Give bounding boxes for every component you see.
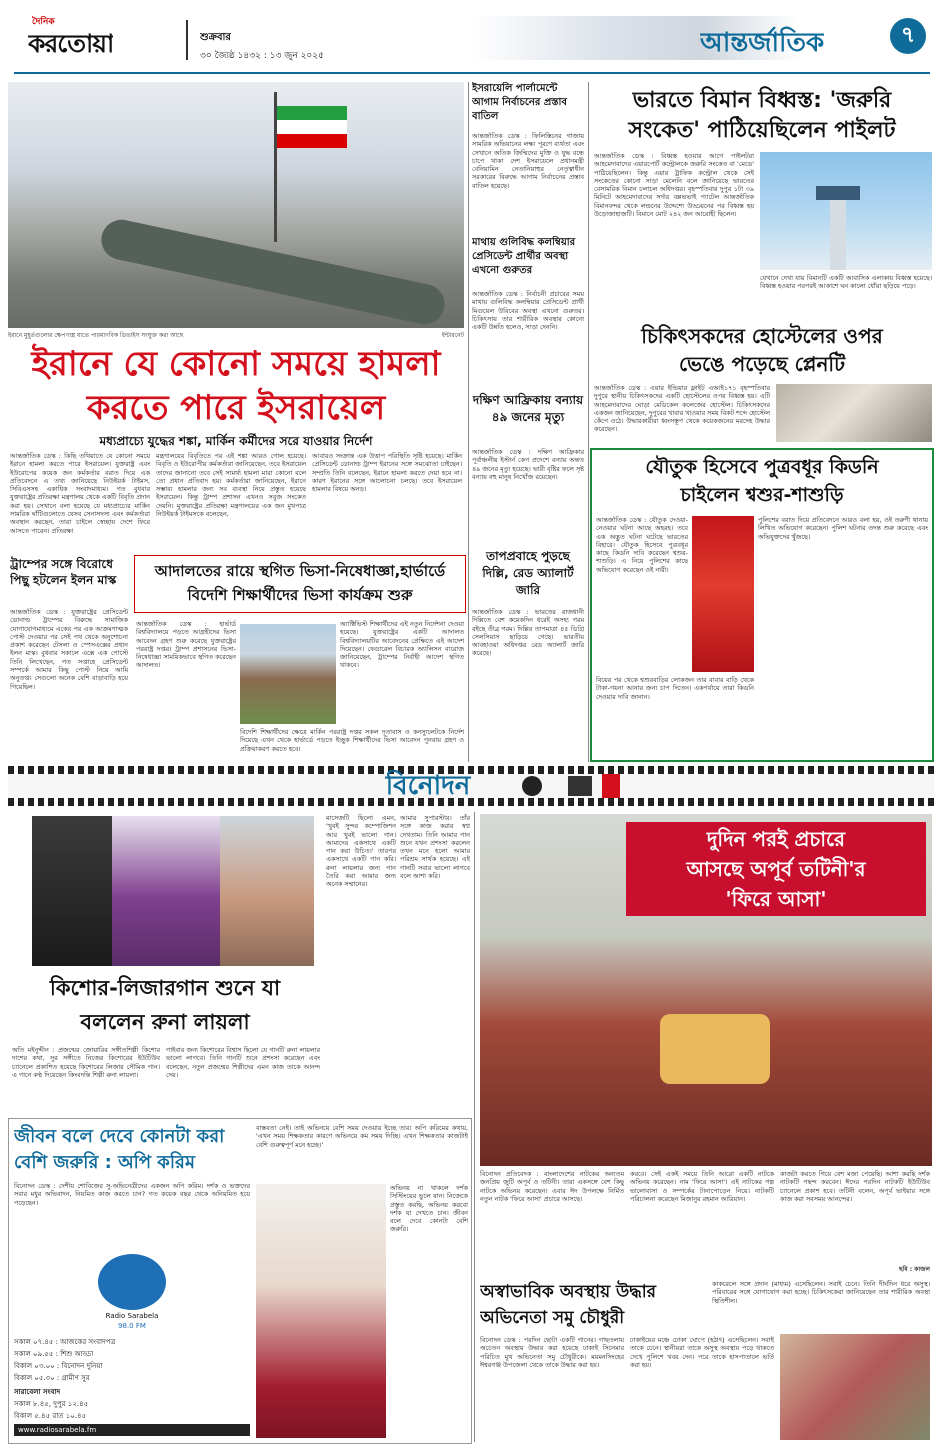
visa-headline-line1: আদালতের রায়ে স্থগিত ভিসা-নিষেধাজ্ঞা,হার্ভার্ডে (154, 562, 446, 580)
plane-headline-line2: সংকেত' পাঠিয়েছিলেন পাইলট (628, 118, 896, 143)
dowry-body-col1: আন্তর্জাতিক ডেস্ক : যৌতুক দেওয়া-নেওয়ার ঘটনা আছে অহরহ। তবে এক অদ্ভুত ঘটনা ঘটেছে ভারতের বিহারে। যৌতুক হিসেবে পুত্রবধূর কাছে কিডনি দাবি করেছেন শ্বশুর-শাশুড়ি। এ নিয়ে পুলিশের কাছে অভিযোগ করেছেন ওই নারী। (596, 516, 688, 574)
visa-body-col2: অ্যাক্টিভিস্ট শিক্ষার্থীদের এই নতুন নির্দেশনা দেওয়া হয়েছে। যুক্তরাষ্ট্রের একটি আদালত বিশ্ববিদ্যালয়টির আবেদনের প্রেক্ষিতে এই আদেশ দিয়েছেন। ফেডারেল বিচারক অ্যালিসন বারোজ জানিয়েছেন, ট্রাম্পের নির্বাহী আদেশ স্থগিত থাকবে। (340, 620, 464, 670)
radio-frequency: 98.0 FM (118, 1322, 146, 1330)
visa-body-col3: বিদেশি শিক্ষার্থীদের ক্ষেত্রে মার্কিন পররাষ্ট্র দপ্তর সকল দূতাবাস ও কনস্যুলেটকে নির্দেশ দিয়েছে এখন থেকে হার্ভার্ডে পড়তে ইচ্ছুক শিক্ষার্থীদের ভিসা আবেদন পুনরায় গ্রহণ ও প্রক্রিয়াকরণ করতে হবে। (240, 728, 464, 753)
film-reel-icon (522, 776, 542, 796)
opurbo-body-col2: করবে। সেই একই সময়ে তিনি আরো একটি নাটকে অভিনয় করেছেন। নাম 'ফিরে আসা'। এই নাটকের গল্প ভালোবাসা ও সম্পর্কের টানাপোড়েন নিয়ে। নাটকটি পরিচালনা করেছেন মিজানুর রহমান আরিয়ান। (630, 1170, 774, 1203)
heat-headline: তাপপ্রবাহে পুড়ছে দিল্লি, রেড অ্যালার্ট জারি (482, 549, 574, 597)
radio-row-4: বিকাল ০৫.৩০ : গ্রামীণ সুর (14, 1374, 90, 1382)
hostel-headline-line2: ভেঙে পড়েছে প্লেনটি (678, 352, 846, 376)
opurbo-headline-line1: দুদিন পরই প্রচারে (706, 827, 846, 851)
opi-body-col3: অভিনয় না থাকলে দর্শক সিস্টিংয়ের ভুলে যান। নিজেকে প্রস্তুত করছি, অভিনয় করবো দর্শক যা দেখতে চান। জীবন বলে দেবে কোনটা বেশি জরুরি। (390, 1184, 468, 1234)
runa-laila-photo (112, 816, 220, 966)
samu-hospital-photo (780, 1334, 930, 1440)
colombia-headline: মাথায় গুলিবিদ্ধ কলম্বিয়ার প্রেসিডেন্ট প্রার্থীর অবস্থা এখনো গুরুতর (472, 237, 576, 276)
iran-photo-caption: ইরানে মুহূর্তগুলোর ক্ষেপণাস্ত্র যাতে পারমাণবিক ডিভাইস সংযুক্ত করা আছে (8, 332, 184, 339)
dowry-body-col3: পুলিশের বরাত দিয়ে প্রতিবেদনে আরও বলা হয়, ওই তরুণী থানায় লিখিত অভিযোগ করেছেন। পুলিশ ঘটনার তদন্ত শুরু করেছে এবং অভিযুক্তদের খুঁজছে। (758, 516, 928, 541)
radio-row-2: সকাল ০৯.৫৫ : শিশু আড্ডা (14, 1350, 94, 1358)
dowry-headline-line2: চাইলেন শ্বশুর-শাশুড়ি (680, 484, 844, 506)
clapperboard-icon (568, 776, 592, 796)
plane-body-right: যেখানে দেখা যায় বিমানটি একটি আবাসিক এলাকায় বিধ্বস্ত হয়েছে। বিধ্বস্ত হওয়ার পরপরই আকাশে ঘন কালো ধোঁয়া ছড়িয়ে পড়ে। (760, 274, 932, 291)
logo-small: দৈনিক (32, 17, 55, 27)
radio-name: Radio Sarabela (105, 1312, 159, 1320)
heat-body: আন্তর্জাতিক ডেস্ক : ভারতের রাজধানী দিল্লিতে বেশ কয়েকদিন ধরেই অসহ্য গরম বইছে তীব্র গরম। দিল্লির তাপমাত্রা ৪৫ ডিগ্রি সেলসিয়াস ছাড়িয়ে গেছে। ভারতীয় আবহাওয়া অধিদপ্তর রেড অ্যালার্ট জারি করেছে। (472, 608, 584, 658)
section-title: আন্তর্জাতিক (700, 28, 825, 58)
samu-body-col3: কাকরেলে সঙ্গে প্রদান (মাধ্যম) এসেছিলেন। সবাই চেনে। তিনি দীর্ঘদিন ধরে অসুস্থ। পরিবারের সঙ্গে যোগাযোগ করা হচ্ছে। চিকিৎসকেরা জানিয়েছেন তার শারীরিক অবস্থা স্থিতিশীল। (712, 1280, 930, 1305)
samu-body-col2: ঢাকাইয়ের মঞ্চে ঢোকা ঘোপে (হঠাৎ) এসেছিলেন। সবাই তাকে চেনে। স্থানীয়রা তাকে অসুস্থ অবস্থায় পড়ে থাকতে দেখে পুলিশে খবর দেন। পরে তাকে হাসপাতালে ভর্তি করা হয়। (630, 1336, 774, 1369)
masthead (0, 0, 945, 80)
dowry-headline-line1: যৌতুক হিসেবে পুত্রবধূর কিডনি (645, 456, 879, 478)
lizar-photo (220, 816, 314, 966)
opi-body-col2: বাস্তবতা নেই। তাই অভিনয়ে বেশি সময় দেওয়ার ইচ্ছে তার। অপি করিমের কথায়, 'এখন সময় শিক্ষকতার কারণে অভিনয়ে কম সময় দিচ্ছি। এখন শিক্ষকতার কাজটাই বেশি গুরুত্বপূর্ণ মনে হচ্ছে।' (256, 1124, 468, 1149)
opi-headline-line2: বেশি জরুরি : অপি করিম (14, 1152, 195, 1173)
iran-missile-photo (8, 82, 464, 328)
radio-schedule (14, 1252, 250, 1438)
samu-headline-line2: অভিনেতা সমু চৌধুরী (480, 1308, 625, 1328)
radio-news-row-2: বিকাল ৫.৪৫ রাত ১০.৪৫ (14, 1412, 87, 1420)
binodon-column-divider (474, 812, 475, 1442)
kishor-photo (32, 816, 116, 966)
opi-body-col1: বিনোদন ডেস্ক : দেশীয় শোবিজের সু-অভিনেত্রীদের একজন অপি করিম। দর্শক ও ভক্তদের সবার মধুর অভিবাদন, নিয়মিত কাজ করতে চান? গত কয়েক বছর থেকে অনিয়মিত হয়ে পড়েছেন। (14, 1182, 250, 1207)
iran-body-col3: আবারও সংক্রান্ত এক উত্তাপ পরিস্থিতি সৃষ্টি হয়েছে। মার্কিন প্রেসিডেন্ট ডোনাল্ড ট্রাম্প ইরানের সঙ্গে সমঝোতা চাইছেন। সম্প্রতি তিনি বলেছেন, ইরানে হামলা করতে দেয়া হবে না। কারণ ইরানের সঙ্গে আলোচনা চলছে। তবে ইসরায়েল হামলার বিষয়ে অনড়। (312, 452, 462, 494)
opi-headline-line1: জীবন বলে দেবে কোনটা করা (14, 1126, 225, 1147)
iran-body-col2: মন্ত্রণালয়ের বিবৃতিতে পর এই শঙ্কা আরও গোল হয়েছে। বিবৃতি ও ইউরোপীয় কর্মকর্তারা জানিয়েছেন, তবে ইসরায়েল তাদের জানানো তবে সেই সামর্থ্য হামলা মারা কোনো বলে তো প্রধান প্রতিবাদ হয়। কর্মকর্তারা জানিয়েছেন, ইরানে সম্ভাব্য হামলার জন্য সব ব্যবস্থা নিয়ে প্রস্তুত হয়েছে ইসরায়েল। কিন্তু ট্রাম্প প্রশাসন এখনও সবুজ সংকেত দেয়নি। মুক্তরাষ্ট্রের প্রতিরক্ষা মন্ত্রণালয়ের এক জন মুখপাত্র নিউইয়র্ক টাইমসকে বলেছেন, (156, 452, 306, 519)
radio-url: www.radiosarabela.fm (14, 1424, 250, 1436)
dowry-body-col2: বিয়ের পর থেকে শ্বশুরবাড়ির লোকজন তার বাবার বাড়ি থেকে টাকা-গয়না আনার জন্য চাপ দিতেন। একপর্যায়ে তারা কিডনি দেওয়ার দাবি জানান। (596, 676, 754, 701)
visa-headline-line2: বিদেশি শিক্ষার্থীদের ভিসা কার্যক্রম শুরু (187, 586, 413, 604)
hostel-body: আন্তর্জাতিক ডেস্ক : এয়ার ইন্ডিয়ার ফ্লাইট এআই১৭১ বৃহস্পতিবার দুপুরে স্থানীয় চিকিৎসকদের একটি হোস্টেলের ওপর বিধ্বস্ত হয়। এটি আহমেদাবাদের ঘোড়া মেডিকেল কলেজের হোস্টেল। চিকিৎসকদের একজন জানিয়েছেন, দুপুরের খাবার খাওয়ার সময় বিকট শব্দে হোস্টেল কেঁপে ওঠে। উদ্ধারকারীরা ধ্বংসস্তূপ থেকে কয়েকজনের মরদেহ উদ্ধার করেছেন। (594, 384, 770, 434)
radio-row-1: সকাল ০৭.৪৫ : আজকের সংবাদপত্র (14, 1338, 116, 1346)
newspaper-logo: করতোয়া (28, 29, 114, 58)
runa-headline-line1: কিশোর-লিজারগান শুনে যা (49, 976, 281, 1000)
colombia-body: আন্তর্জাতিক ডেস্ক : নির্বাচনী প্রচারের সময় মাথায় গুলিবিদ্ধ কলম্বিয়ার প্রেসিডেন্ট প্রার্থী মিগুয়েল উরিবের অবস্থা এখনো গুরুতর। চিকিৎসায় তার শারীরিক অবস্থার কোনো একটি উন্নতি হলেও, সাড়া দেননি। (472, 290, 584, 332)
radio-news-row-1: সকাল ৮.৪৫, দুপুর ১২.৪৫ (14, 1400, 89, 1408)
radio-news-title: সারাবেলা সংবাদ (14, 1388, 61, 1396)
flood-headline: দক্ষিণ আফ্রিকায় বন্যায় ৪৯ জনের মৃত্যু (472, 393, 584, 424)
opurbo-body-col1: বিনোদন প্রতিবেদক : বাংলাদেশের নাটকের অন্যতম জনপ্রিয় জুটি অপূর্ব ও তটিনী। তারা একসঙ্গে বেশ কিছু নাটকে অভিনয় করেছেন। এবার ঈদ উপলক্ষে নির্মিত নতুন নাটক 'ফিরে আসা' প্রচারে আসছে। (480, 1170, 624, 1203)
musk-body: আন্তর্জাতিক ডেস্ক : যুক্তরাষ্ট্রের প্রেসিডেন্ট ডোনাল্ড ট্রাম্পের বিরুদ্ধে সামাজিক যোগাযোগমাধ্যমে একের পর এক আক্রমণাত্মক পোস্ট দেওয়ার পর সেই পথ থেকে অনুশোচনা প্রকাশ করেছেন টেসলা ও স্পেসএক্সের প্রধান ইলন মাস্ক। বুধবার সকালে এক্সে এক পোস্টে তিনি লিখেছেন, গত সপ্তাহে প্রেসিডেন্ট সম্পর্কে আমার কিছু পোস্ট নিয়ে আমি অনুতপ্ত। সেগুলো অনেক বেশি বাড়াবাড়ি হয়ে গিয়েছিল। (10, 608, 128, 691)
masthead-underline (14, 72, 930, 74)
opi-karim-photo (256, 1184, 386, 1438)
runa-body-col2: গাইবার জন্য কিশোরের বিশ্বাস ছিলো যে গানটি রুনা লায়লার ভালো লাগবে। তিনি গানটি শুনে প্রশংসা করেছেন এবং বলেছেন, নতুন প্রজন্মের শিল্পীদের এমন কাজ তাকে আনন্দ দেয়। (166, 1046, 320, 1079)
popcorn-icon (602, 774, 620, 798)
iran-body-col1: আন্তর্জাতিক ডেস্ক : কিছি তথিয়াতে যে কোনো সময়ে ইরানে হামলা করতে পারে ইসরায়েল। যুক্তরাষ্ট্র এবং ইউরোপের কয়েক জন কর্মকর্তার বরাত দিয়ে এক প্রতিবেদনে এ তথ্য জানিয়েছে নিউইয়র্ক টাইমস, সিবিএসসহ একাধিক সংবাদমাধ্যম। গত বুধবার যুক্তরাষ্ট্রের প্রতিরক্ষা মন্ত্রণালয় থেকে একটি বিবৃতি প্রদান করা হয়। সেখানে বলা হয়েছে যে মধ্যপ্রাচ্যের মার্কিন সামরিক ঘাঁটিগুলোতে যেসব সেনাসদস্য এবং কর্মকর্তারা অবস্থান করছেন, তারা চাইলে স্বেচ্ছায় দেশে ফিরে আসতে পারেন। প্রতিরক্ষা (10, 452, 150, 535)
masthead-day: শুক্রবার (200, 32, 231, 43)
plane-headline-line1: ভারতে বিমান বিধ্বস্ত: 'জরুরি (632, 88, 892, 113)
samu-headline-line1: অস্বাভাবিক অবস্থায় উদ্ধার (480, 1282, 657, 1302)
flood-body: আন্তর্জাতিক ডেস্ক : দক্ষিণ আফ্রিকার পূর্বাঞ্চলীয় ইস্টার্ন কেপ প্রদেশে বন্যায় অন্তত ৪৯ জনের মৃত্যু হয়েছে। ভারী বৃষ্টির ফলে সৃষ্ট বন্যায় বহু মানুষ নিখোঁজ রয়েছেন। (472, 448, 584, 481)
opurbo-photo-credit: ছবি : কাজল (898, 1266, 930, 1273)
bride-photo (692, 516, 754, 672)
runa-headline-line2: বললেন রুনা লায়লা (80, 1010, 250, 1034)
iran-headline-line2: করতে পারে ইসরায়েল (86, 388, 386, 428)
hostel-crash-photo (776, 384, 932, 442)
column-divider-1 (468, 82, 469, 762)
harvard-building-photo (240, 624, 336, 724)
iran-photo-credit: ইন্টারনেট (441, 332, 464, 339)
column-divider-2 (588, 82, 589, 762)
radio-row-3: বিকাল ০৩.০০ : বিনোদন দুনিয়া (14, 1362, 103, 1370)
iran-subheadline: মধ্যপ্রাচ্যে যুদ্ধের শঙ্কা, মার্কিন কর্মীদের সরে যাওয়ার নির্দেশ (99, 434, 373, 448)
masthead-date: ৩০ জ্যৈষ্ঠ ১৪৩২ : ১৩ জুন ২০২৫ (200, 51, 324, 61)
israel-parl-headline: ইসরায়েলি পার্লামেন্টে আগাম নির্বাচনের প্রস্তাব বাতিল (472, 83, 567, 122)
masthead-divider (186, 20, 188, 60)
opurbo-headline-line2: আসছে অপূর্ব তটিনী'র (686, 857, 866, 881)
runa-body-col1: অতি মইনুদ্দীন : প্রজন্মের জোয়ারির সঙ্গীতশিল্পী কিশোর দাশের কথা, সুর সঙ্গীতে নিজের কিশোরের ইউটিউব চ্যানেলে প্রকাশিত হয়েছে কিশোরের লিজার সৌমিক গান। এ গানে কণ্ঠ দিয়েছেন কিংবদন্তি শিল্পী রুনা লায়লা। (12, 1046, 160, 1079)
binodon-banner (8, 766, 934, 806)
hostel-headline-line1: চিকিৎসকদের হোস্টেলের ওপর (641, 324, 883, 348)
radio-logo (98, 1254, 166, 1310)
opurbo-headline-line3: 'ফিরে আসা' (725, 887, 827, 911)
israel-parl-body: আন্তর্জাতিক ডেস্ক : ফিলিস্তিনের গাজায় সামরিক অভিযানের লক্ষ্য পূরণে ব্যর্থতা এবং সেখানে অতিক জিম্মিদের মুক্তি ও যুদ্ধ বন্ধে চাপে থাকা দেশ ইসরায়েলে প্রধানমন্ত্রী বেনিয়ামিন নেতানিয়াহুর নেতৃত্বাধীন সরকারের বিরুদ্ধে আগাম নির্বাচনের প্রস্তাব বাতিল হয়েছে। (472, 132, 584, 190)
plane-tower-photo (760, 152, 932, 270)
opurbo-body-col3: কাজটা করতে গিয়ে বেশ মজা পেয়েছি। আশা করছি দর্শক নাটকটি পছন্দ করবেন। ঈদের পরদিন নাটকটি ইউটিউব চ্যানেলে প্রকাশ হবে। তটিনী বলেন, অপূর্ব ভাইয়ার সঙ্গে কাজ করা সবসময় আনন্দের। (780, 1170, 930, 1203)
binodon-title: বিনোদন (385, 771, 471, 801)
iran-headline-line1: ইরানে যে কোনো সময়ে হামলা (31, 344, 441, 384)
page-number: ৭ (890, 18, 926, 54)
samu-body-col1: বিনোদন ডেস্ক : পরদিন ছোটা একটি গানের। গাছতলায় অচেতন অবস্থায় উদ্ধার করা হয়েছে ঢাকাই সিনেমার পরিচিত মুখ অভিনেতা সমু চৌধুরীকে। ময়মনসিংহের ঈশ্বরগঞ্জ উপজেলা থেকে তাকে উদ্ধার করা হয়। (480, 1336, 624, 1369)
plane-body: আন্তর্জাতিক ডেস্ক : বিধ্বস্ত হওয়ার আগে পাইলটরা আহমেদাবাদের এয়ারপোর্ট কন্ট্রোলকে জরুরি সংকেত বা 'মেডে' পাঠিয়েছিলেন। কিন্তু এয়ার ট্রাফিক কন্ট্রোল থেকে সেই সংকেতের কোনো সাড়া মেলেনি বলে জানিয়েছে ভারতের বেসামরিক বিমান চলাচল অধিদপ্তর। বৃহস্পতিবার দুপুর ১টা ৩৯ মিনিটে আহমেদাবাদের সর্দার বল্লভভাই প্যাটেল আন্তর্জাতিক বিমানবন্দর থেকে লন্ডনের উদ্দেশ্যে উড্ডয়নের পর বিধ্বস্ত হয় উড়োজাহাজটি। বিমানে মোট ২৪২ জন আরোহী ছিলেন। (594, 152, 754, 219)
musk-headline: ট্রাম্পের সঙ্গে বিরোধে পিছু হটলেন ইলন মাস্ক (10, 557, 117, 587)
runa-body-col4: আমার সুপারস্টার। তাঁর সঙ্গে কাজ করার স্বপ্ন দেখতাম। তিনি আমার গান শুনে যখন প্রশংসা করলেন তখন মনে হলো আমার পরিশ্রম সার্থক হয়েছে। এই গানটি সবার ভালো লাগবে বলে আশা করি। (400, 814, 470, 881)
visa-body-col1: আন্তর্জাতিক ডেস্ক : হার্ভার্ড বিশ্ববিদ্যালয়ে পড়তে আগ্রহীদের ভিসা আবেদন গ্রহণ শুরু করেছে যুক্তরাষ্ট্রের পররাষ্ট্র দপ্তর। ট্রাম্প প্রশাসনের ভিসা-নিষেধাজ্ঞা সাময়িকভাবে স্থগিত করেছেন আদালত। (136, 620, 236, 670)
runa-body-col3: মাসেজটি ছিলো এমন, 'খুবই সুন্দর কম্পোজিশন আর খুবই ভালো গান। আমাদের একসাথে একটি গান করা উচিত।' তারপর একসাথে একটি গান করি। রুনা লায়লার জন্য গান তৈরি করা আমার জন্য অনেক সম্মানের। (326, 814, 396, 889)
